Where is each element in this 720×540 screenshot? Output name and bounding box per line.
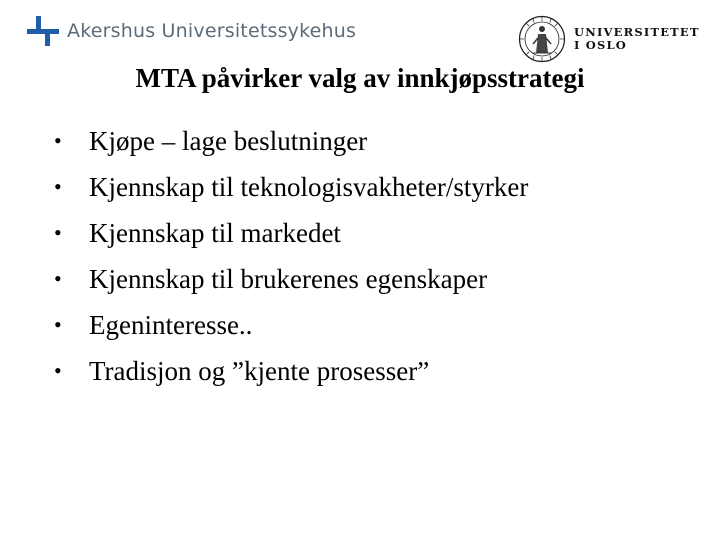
hospital-name: Akershus Universitetssykehus xyxy=(67,20,357,42)
university-name-line2: I OSLO xyxy=(574,38,628,52)
university-logo xyxy=(518,15,700,63)
bullet-text: Kjennskap til brukerenes egenskaper xyxy=(89,264,488,294)
university-name-line1: UNIVERSITETET xyxy=(574,25,700,39)
bullet-dot-icon: • xyxy=(54,220,62,245)
university-seal-icon xyxy=(518,15,566,63)
hospital-logo xyxy=(27,16,356,46)
slide-title: MTA påvirker valg av innkjøpsstrategi xyxy=(135,63,585,93)
bullet-item xyxy=(54,256,528,302)
bullet-dot-icon: • xyxy=(54,174,62,199)
bullet-dot-icon: • xyxy=(54,312,62,337)
bullet-text: Tradisjon og ”kjente prosesser” xyxy=(89,356,430,386)
university-name xyxy=(574,26,700,52)
bullet-dot-icon: • xyxy=(54,358,62,383)
bullet-dot-icon: • xyxy=(54,128,62,153)
bullet-item xyxy=(54,118,528,164)
bullet-dot-icon: • xyxy=(54,266,62,291)
bullet-text: Kjennskap til markedet xyxy=(89,218,341,248)
bullet-item xyxy=(54,348,528,394)
bullet-text: Kjøpe – lage beslutninger xyxy=(89,126,368,156)
bullet-item xyxy=(54,164,528,210)
ahus-cross-logo-icon xyxy=(27,16,59,46)
bullet-list xyxy=(54,118,528,394)
bullet-text: Kjennskap til teknologisvakheter/styrker xyxy=(89,172,529,202)
bullet-item xyxy=(54,210,528,256)
bullet-item xyxy=(54,302,528,348)
bullet-text: Egeninteresse.. xyxy=(89,310,253,340)
